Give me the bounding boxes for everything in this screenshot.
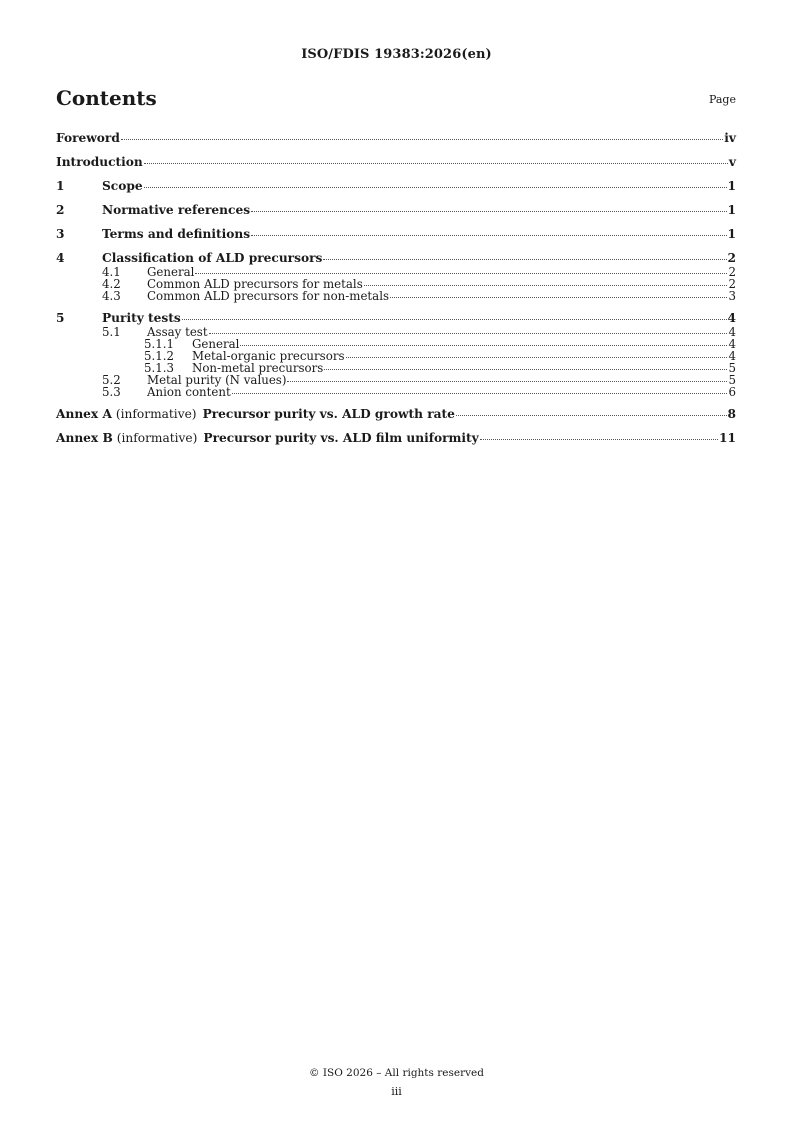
copyright-notice: © ISO 2026 – All rights reserved	[309, 1067, 484, 1079]
dot-leader	[240, 345, 727, 346]
toc-entry-number: 5	[56, 311, 65, 325]
toc-entry-number: 1	[56, 179, 65, 193]
toc-entry-introduction[interactable]	[56, 154, 736, 170]
dot-leader	[144, 187, 727, 188]
dot-leader	[232, 393, 728, 394]
dot-leader	[209, 333, 728, 334]
document-id: ISO/FDIS 19383:2026(en)	[301, 47, 492, 62]
toc-entry-title: Precursor purity vs. ALD growth rate	[202, 407, 455, 421]
annex-type: (informative)	[115, 407, 197, 421]
toc-entry-title: Normative references	[102, 203, 251, 217]
dot-leader	[251, 235, 726, 236]
toc-entry-title: Terms and definitions	[102, 227, 251, 241]
toc-entry-page: 4	[728, 349, 736, 363]
dot-leader	[251, 211, 726, 212]
toc-entry-classification[interactable]	[56, 250, 736, 266]
contents-heading: Contents	[56, 86, 157, 110]
toc-entry-number: 5.1.1	[144, 337, 175, 351]
toc-entry-page: 2	[728, 265, 736, 279]
dot-leader	[324, 369, 727, 370]
toc-entry-number: 5.2	[102, 373, 121, 387]
toc-entry-page: 4	[728, 325, 736, 339]
toc-entry-page: 1	[727, 179, 736, 193]
toc-entry-page: v	[728, 155, 736, 169]
dot-leader	[182, 319, 727, 320]
dot-leader	[364, 285, 728, 286]
toc-entry-foreword[interactable]	[56, 130, 736, 146]
dot-leader	[390, 297, 727, 298]
toc-entry-title: General	[192, 337, 240, 351]
dot-leader	[346, 357, 728, 358]
toc-entry-number: 4	[56, 251, 65, 265]
page-column-label: Page	[708, 93, 736, 106]
toc-entry-annex-a[interactable]	[56, 406, 736, 422]
toc-entry-title: Scope	[102, 179, 143, 193]
toc-entry-title: Introduction	[56, 155, 143, 169]
toc-entry-page: iv	[724, 131, 736, 145]
dot-leader	[121, 139, 723, 140]
toc-entry-title: Classification of ALD precursors	[102, 251, 323, 265]
toc-entry-title: Purity tests	[102, 311, 181, 325]
toc-entry-number: 4.2	[102, 277, 121, 291]
toc-entry-page: 11	[719, 431, 736, 445]
toc-entry-page: 1	[727, 227, 736, 241]
toc-entry-scope[interactable]	[56, 178, 736, 194]
dot-leader	[480, 439, 718, 440]
dot-leader	[456, 415, 727, 416]
toc-entry-number: 5.1	[102, 325, 121, 339]
annex-label: Annex B	[56, 431, 113, 445]
toc-entry-page: 2	[727, 251, 736, 265]
toc-entry-page: 1	[727, 203, 736, 217]
toc-entry-terms-and-definitions[interactable]	[56, 226, 736, 242]
toc-entry-title: Assay test	[147, 325, 208, 339]
toc-entry-title: Anion content	[147, 385, 231, 399]
toc-entry-title: Common ALD precursors for metals	[147, 277, 363, 291]
toc-entry-title: Metal-organic precursors	[192, 349, 345, 363]
toc-entry-annex-b[interactable]	[56, 430, 736, 446]
toc-entry-title: Common ALD precursors for non-metals	[147, 289, 390, 303]
toc-entry-purity-tests[interactable]	[56, 310, 736, 326]
toc-entry-page: 4	[728, 337, 736, 351]
annex-label: Annex A	[56, 407, 112, 421]
toc-entry-title: General	[147, 265, 195, 279]
toc-entry-number: 2	[56, 203, 65, 217]
toc-entry-number: 5.1.3	[144, 361, 175, 375]
dot-leader	[195, 273, 727, 274]
toc-entry-number: 4.3	[102, 289, 121, 303]
toc-entry-page: 5	[728, 361, 736, 375]
annex-type: (informative)	[116, 431, 198, 445]
toc-entry-page: 6	[728, 385, 736, 399]
toc-entry-4-3[interactable]	[56, 290, 736, 302]
toc-entry-title: Foreword	[56, 131, 120, 145]
toc-entry-page: 4	[727, 311, 736, 325]
toc-entry-page: 8	[727, 407, 736, 421]
toc-entry-number: 3	[56, 227, 65, 241]
toc-entry-number: 5.1.2	[144, 349, 175, 363]
table-of-contents	[56, 130, 736, 446]
toc-entry-page: 2	[728, 277, 736, 291]
toc-entry-title: Precursor purity vs. ALD film uniformity	[203, 431, 479, 445]
toc-entry-number: 5.3	[102, 385, 121, 399]
toc-entry-normative-references[interactable]	[56, 202, 736, 218]
dot-leader	[144, 163, 728, 164]
toc-entry-5-3[interactable]	[56, 386, 736, 398]
page-number: iii	[391, 1085, 402, 1098]
toc-entry-page: 3	[728, 289, 736, 303]
dot-leader	[287, 381, 727, 382]
toc-entry-title: Non-metal precursors	[192, 361, 324, 375]
toc-entry-title: Metal purity (N values)	[147, 373, 287, 387]
toc-entry-number: 4.1	[102, 265, 121, 279]
toc-entry-page: 5	[728, 373, 736, 387]
dot-leader	[323, 259, 726, 260]
